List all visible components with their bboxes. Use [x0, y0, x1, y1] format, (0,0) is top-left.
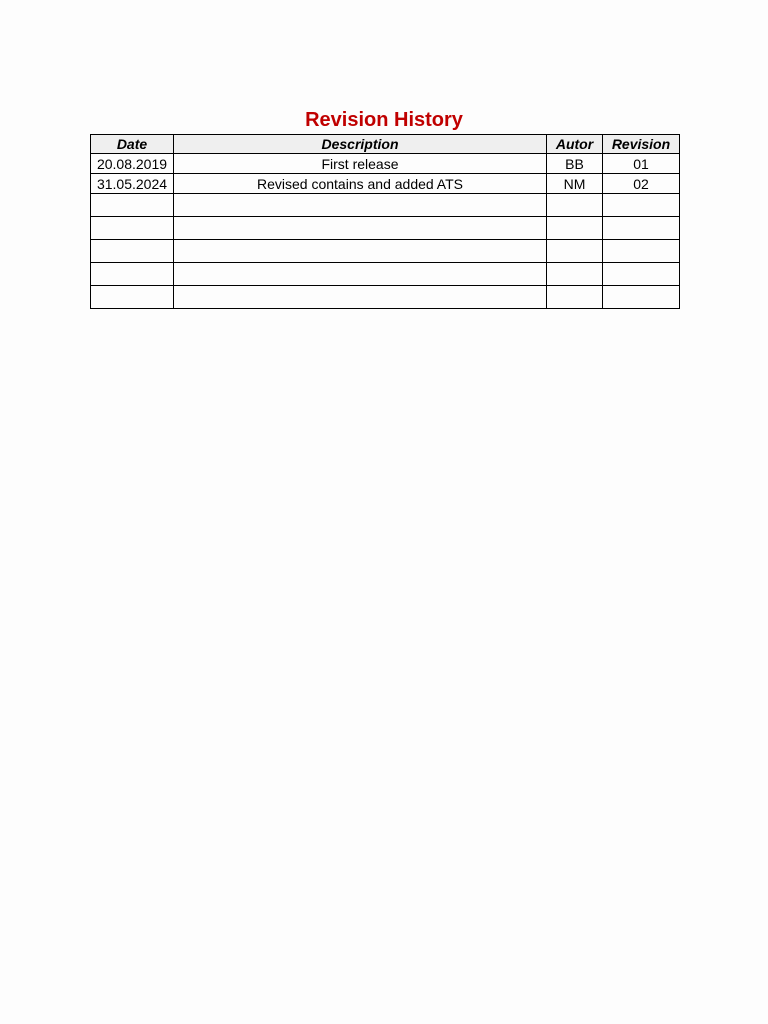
- cell-date: 31.05.2024: [91, 174, 174, 194]
- cell-autor: NM: [547, 174, 603, 194]
- cell-description: First release: [174, 154, 547, 174]
- cell-description: [174, 286, 547, 309]
- cell-revision: 02: [603, 174, 680, 194]
- table-row: [91, 217, 680, 240]
- cell-date: [91, 217, 174, 240]
- cell-autor: BB: [547, 154, 603, 174]
- cell-revision: [603, 286, 680, 309]
- cell-date: [91, 286, 174, 309]
- revision-history-table: [90, 134, 680, 309]
- cell-description: [174, 194, 547, 217]
- cell-autor: [547, 194, 603, 217]
- cell-revision: 01: [603, 154, 680, 174]
- column-header-autor: Autor: [547, 135, 603, 154]
- table-row: [91, 154, 680, 174]
- table-row: [91, 240, 680, 263]
- cell-date: 20.08.2019: [91, 154, 174, 174]
- page-title: Revision History: [305, 109, 463, 131]
- cell-date: [91, 194, 174, 217]
- table-row: [91, 286, 680, 309]
- column-header-date: Date: [91, 135, 174, 154]
- cell-autor: [547, 263, 603, 286]
- cell-date: [91, 263, 174, 286]
- cell-revision: [603, 194, 680, 217]
- table-row: [91, 174, 680, 194]
- cell-revision: [603, 217, 680, 240]
- cell-autor: [547, 240, 603, 263]
- cell-description: Revised contains and added ATS: [174, 174, 547, 194]
- cell-revision: [603, 240, 680, 263]
- cell-date: [91, 240, 174, 263]
- cell-autor: [547, 217, 603, 240]
- cell-description: [174, 263, 547, 286]
- cell-revision: [603, 263, 680, 286]
- table-row: [91, 263, 680, 286]
- cell-description: [174, 217, 547, 240]
- column-header-revision: Revision: [603, 135, 680, 154]
- table-row: [91, 194, 680, 217]
- table-header-row: [91, 135, 680, 154]
- cell-autor: [547, 286, 603, 309]
- column-header-description: Description: [174, 135, 547, 154]
- cell-description: [174, 240, 547, 263]
